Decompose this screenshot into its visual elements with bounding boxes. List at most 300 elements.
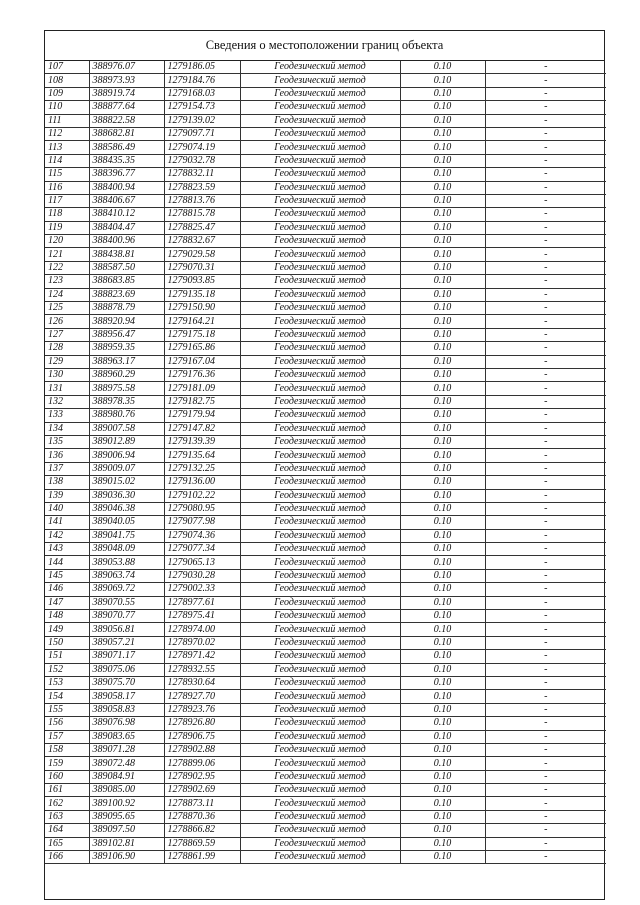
accuracy-cell: 0.10 [400,61,485,74]
x-coordinate-cell: 388400.96 [89,235,164,248]
table-row [45,168,606,181]
y-coordinate-cell: 1278866.82 [164,824,240,837]
table-row [45,114,606,127]
accuracy-cell: 0.10 [400,288,485,301]
point-number-cell: 123 [45,275,89,288]
description-cell: - [485,168,606,181]
x-coordinate-cell: 389056.81 [89,623,164,636]
description-cell: - [485,596,606,609]
table-row [45,730,606,743]
method-cell: Геодезический метод [240,355,400,368]
accuracy-cell: 0.10 [400,797,485,810]
method-cell: Геодезический метод [240,583,400,596]
description-cell: - [485,248,606,261]
point-number-cell: 122 [45,261,89,274]
method-cell: Геодезический метод [240,676,400,689]
point-number-cell: 138 [45,476,89,489]
table-row [45,596,606,609]
description-cell: - [485,422,606,435]
accuracy-cell: 0.10 [400,610,485,623]
method-cell: Геодезический метод [240,757,400,770]
accuracy-cell: 0.10 [400,114,485,127]
point-number-cell: 160 [45,770,89,783]
y-coordinate-cell: 1279176.36 [164,368,240,381]
point-number-cell: 150 [45,636,89,649]
point-number-cell: 124 [45,288,89,301]
description-cell: - [485,235,606,248]
point-number-cell: 107 [45,61,89,74]
point-number-cell: 115 [45,168,89,181]
description-cell: - [485,368,606,381]
table-row [45,690,606,703]
accuracy-cell: 0.10 [400,101,485,114]
description-cell: - [485,730,606,743]
y-coordinate-cell: 1278902.88 [164,743,240,756]
method-cell: Геодезический метод [240,502,400,515]
table-row [45,368,606,381]
point-number-cell: 134 [45,422,89,435]
description-cell: - [485,543,606,556]
x-coordinate-cell: 389102.81 [89,837,164,850]
point-number-cell: 148 [45,610,89,623]
x-coordinate-cell: 389012.89 [89,435,164,448]
method-cell: Геодезический метод [240,824,400,837]
point-number-cell: 139 [45,489,89,502]
accuracy-cell: 0.10 [400,636,485,649]
x-coordinate-cell: 388682.81 [89,127,164,140]
table-row [45,194,606,207]
description-cell: - [485,342,606,355]
point-number-cell: 154 [45,690,89,703]
x-coordinate-cell: 388919.74 [89,87,164,100]
point-number-cell: 117 [45,194,89,207]
y-coordinate-cell: 1279080.95 [164,502,240,515]
y-coordinate-cell: 1278927.70 [164,690,240,703]
document-title: Сведения о местоположении границ объекта [45,31,604,61]
y-coordinate-cell: 1279070.31 [164,261,240,274]
x-coordinate-cell: 388683.85 [89,275,164,288]
table-row [45,328,606,341]
table-row [45,650,606,663]
x-coordinate-cell: 388973.93 [89,74,164,87]
method-cell: Геодезический метод [240,623,400,636]
description-cell: - [485,717,606,730]
x-coordinate-cell: 389006.94 [89,449,164,462]
x-coordinate-cell: 388438.81 [89,248,164,261]
accuracy-cell: 0.10 [400,181,485,194]
x-coordinate-cell: 389058.17 [89,690,164,703]
point-number-cell: 146 [45,583,89,596]
x-coordinate-cell: 389053.88 [89,556,164,569]
x-coordinate-cell: 389076.98 [89,717,164,730]
y-coordinate-cell: 1279093.85 [164,275,240,288]
accuracy-cell: 0.10 [400,127,485,140]
description-cell: - [485,409,606,422]
method-cell: Геодезический метод [240,395,400,408]
method-cell: Геодезический метод [240,569,400,582]
table-row [45,382,606,395]
point-number-cell: 137 [45,462,89,475]
method-cell: Геодезический метод [240,596,400,609]
method-cell: Геодезический метод [240,342,400,355]
y-coordinate-cell: 1278869.59 [164,837,240,850]
x-coordinate-cell: 389100.92 [89,797,164,810]
x-coordinate-cell: 388404.47 [89,221,164,234]
table-row [45,810,606,823]
y-coordinate-cell: 1278930.64 [164,676,240,689]
table-row [45,516,606,529]
y-coordinate-cell: 1279139.02 [164,114,240,127]
point-number-cell: 126 [45,315,89,328]
x-coordinate-cell: 388406.67 [89,194,164,207]
accuracy-cell: 0.10 [400,583,485,596]
x-coordinate-cell: 389058.83 [89,703,164,716]
accuracy-cell: 0.10 [400,543,485,556]
x-coordinate-cell: 389097.50 [89,824,164,837]
table-row [45,127,606,140]
y-coordinate-cell: 1279029.58 [164,248,240,261]
accuracy-cell: 0.10 [400,663,485,676]
description-cell: - [485,355,606,368]
description-cell: - [485,194,606,207]
point-number-cell: 121 [45,248,89,261]
accuracy-cell: 0.10 [400,743,485,756]
x-coordinate-cell: 388822.58 [89,114,164,127]
table-row [45,770,606,783]
accuracy-cell: 0.10 [400,516,485,529]
accuracy-cell: 0.10 [400,676,485,689]
description-cell: - [485,502,606,515]
description-cell: - [485,181,606,194]
method-cell: Геодезический метод [240,114,400,127]
x-coordinate-cell: 388960.29 [89,368,164,381]
point-number-cell: 119 [45,221,89,234]
table-row [45,315,606,328]
method-cell: Геодезический метод [240,87,400,100]
method-cell: Геодезический метод [240,101,400,114]
point-number-cell: 164 [45,824,89,837]
table-row [45,543,606,556]
description-cell: - [485,556,606,569]
accuracy-cell: 0.10 [400,717,485,730]
description-cell: - [485,851,606,864]
accuracy-cell: 0.10 [400,409,485,422]
method-cell: Геодезический метод [240,543,400,556]
table-row [45,529,606,542]
y-coordinate-cell: 1279077.34 [164,543,240,556]
accuracy-cell: 0.10 [400,690,485,703]
x-coordinate-cell: 389070.77 [89,610,164,623]
table-row [45,208,606,221]
y-coordinate-cell: 1278870.36 [164,810,240,823]
description-cell: - [485,529,606,542]
description-cell: - [485,435,606,448]
x-coordinate-cell: 388586.49 [89,141,164,154]
description-cell: - [485,288,606,301]
point-number-cell: 131 [45,382,89,395]
point-number-cell: 132 [45,395,89,408]
y-coordinate-cell: 1278974.00 [164,623,240,636]
table-row [45,556,606,569]
y-coordinate-cell: 1279168.03 [164,87,240,100]
description-cell: - [485,690,606,703]
table-row [45,824,606,837]
x-coordinate-cell: 388980.76 [89,409,164,422]
method-cell: Геодезический метод [240,489,400,502]
point-number-cell: 151 [45,650,89,663]
description-cell: - [485,87,606,100]
description-cell: - [485,837,606,850]
table-row [45,409,606,422]
y-coordinate-cell: 1278823.59 [164,181,240,194]
point-number-cell: 118 [45,208,89,221]
method-cell: Геодезический метод [240,248,400,261]
description-cell: - [485,824,606,837]
x-coordinate-cell: 389015.02 [89,476,164,489]
method-cell: Геодезический метод [240,449,400,462]
description-cell: - [485,610,606,623]
y-coordinate-cell: 1278975.41 [164,610,240,623]
method-cell: Геодезический метод [240,770,400,783]
point-number-cell: 159 [45,757,89,770]
accuracy-cell: 0.10 [400,395,485,408]
table-row [45,784,606,797]
table-row [45,435,606,448]
accuracy-cell: 0.10 [400,261,485,274]
table-row [45,221,606,234]
table-row [45,502,606,515]
accuracy-cell: 0.10 [400,502,485,515]
accuracy-cell: 0.10 [400,342,485,355]
point-number-cell: 156 [45,717,89,730]
method-cell: Геодезический метод [240,784,400,797]
method-cell: Геодезический метод [240,382,400,395]
accuracy-cell: 0.10 [400,275,485,288]
method-cell: Геодезический метод [240,141,400,154]
accuracy-cell: 0.10 [400,810,485,823]
y-coordinate-cell: 1278813.76 [164,194,240,207]
point-number-cell: 142 [45,529,89,542]
accuracy-cell: 0.10 [400,650,485,663]
description-cell: - [485,154,606,167]
method-cell: Геодезический метод [240,302,400,315]
point-number-cell: 162 [45,797,89,810]
table-row [45,489,606,502]
table-row [45,623,606,636]
point-number-cell: 141 [45,516,89,529]
method-cell: Геодезический метод [240,529,400,542]
y-coordinate-cell: 1279154.73 [164,101,240,114]
y-coordinate-cell: 1279002.33 [164,583,240,596]
point-number-cell: 135 [45,435,89,448]
description-cell: - [485,221,606,234]
point-number-cell: 120 [45,235,89,248]
x-coordinate-cell: 389048.09 [89,543,164,556]
x-coordinate-cell: 388975.58 [89,382,164,395]
document-frame [44,30,605,900]
y-coordinate-cell: 1279077.98 [164,516,240,529]
accuracy-cell: 0.10 [400,368,485,381]
table-row [45,757,606,770]
accuracy-cell: 0.10 [400,489,485,502]
description-cell: - [485,449,606,462]
y-coordinate-cell: 1278873.11 [164,797,240,810]
accuracy-cell: 0.10 [400,462,485,475]
method-cell: Геодезический метод [240,127,400,140]
table-row [45,248,606,261]
y-coordinate-cell: 1279032.78 [164,154,240,167]
accuracy-cell: 0.10 [400,235,485,248]
accuracy-cell: 0.10 [400,824,485,837]
table-row [45,663,606,676]
point-number-cell: 152 [45,663,89,676]
accuracy-cell: 0.10 [400,74,485,87]
x-coordinate-cell: 389063.74 [89,569,164,582]
point-number-cell: 147 [45,596,89,609]
method-cell: Геодезический метод [240,476,400,489]
accuracy-cell: 0.10 [400,623,485,636]
method-cell: Геодезический метод [240,275,400,288]
x-coordinate-cell: 388823.69 [89,288,164,301]
x-coordinate-cell: 389106.90 [89,851,164,864]
y-coordinate-cell: 1279182.75 [164,395,240,408]
table-row [45,302,606,315]
table-row [45,636,606,649]
point-number-cell: 114 [45,154,89,167]
method-cell: Геодезический метод [240,837,400,850]
table-row [45,74,606,87]
x-coordinate-cell: 389041.75 [89,529,164,542]
table-row [45,569,606,582]
accuracy-cell: 0.10 [400,302,485,315]
y-coordinate-cell: 1279179.94 [164,409,240,422]
accuracy-cell: 0.10 [400,141,485,154]
description-cell: - [485,797,606,810]
x-coordinate-cell: 389009.07 [89,462,164,475]
accuracy-cell: 0.10 [400,596,485,609]
point-number-cell: 145 [45,569,89,582]
point-number-cell: 136 [45,449,89,462]
point-number-cell: 109 [45,87,89,100]
method-cell: Геодезический метод [240,556,400,569]
description-cell: - [485,476,606,489]
description-cell: - [485,261,606,274]
accuracy-cell: 0.10 [400,569,485,582]
description-cell: - [485,302,606,315]
description-cell: - [485,127,606,140]
y-coordinate-cell: 1279164.21 [164,315,240,328]
point-number-cell: 110 [45,101,89,114]
y-coordinate-cell: 1278906.75 [164,730,240,743]
table-row [45,395,606,408]
point-number-cell: 163 [45,810,89,823]
y-coordinate-cell: 1278970.02 [164,636,240,649]
y-coordinate-cell: 1278861.99 [164,851,240,864]
description-cell: - [485,569,606,582]
y-coordinate-cell: 1278977.61 [164,596,240,609]
accuracy-cell: 0.10 [400,194,485,207]
x-coordinate-cell: 388978.35 [89,395,164,408]
description-cell: - [485,636,606,649]
method-cell: Геодезический метод [240,235,400,248]
accuracy-cell: 0.10 [400,168,485,181]
x-coordinate-cell: 389007.58 [89,422,164,435]
x-coordinate-cell: 389083.65 [89,730,164,743]
accuracy-cell: 0.10 [400,435,485,448]
point-number-cell: 130 [45,368,89,381]
description-cell: - [485,784,606,797]
point-number-cell: 125 [45,302,89,315]
table-row [45,851,606,864]
table-row [45,476,606,489]
y-coordinate-cell: 1279150.90 [164,302,240,315]
point-number-cell: 166 [45,851,89,864]
point-number-cell: 140 [45,502,89,515]
description-cell: - [485,382,606,395]
method-cell: Геодезический метод [240,315,400,328]
table-row [45,583,606,596]
method-cell: Геодезический метод [240,810,400,823]
table-row [45,462,606,475]
table-row [45,422,606,435]
y-coordinate-cell: 1279136.00 [164,476,240,489]
method-cell: Геодезический метод [240,221,400,234]
accuracy-cell: 0.10 [400,529,485,542]
method-cell: Геодезический метод [240,154,400,167]
x-coordinate-cell: 388410.12 [89,208,164,221]
y-coordinate-cell: 1279074.36 [164,529,240,542]
coordinates-table [45,61,606,864]
x-coordinate-cell: 389070.55 [89,596,164,609]
method-cell: Геодезический метод [240,288,400,301]
point-number-cell: 133 [45,409,89,422]
y-coordinate-cell: 1278815.78 [164,208,240,221]
x-coordinate-cell: 389071.28 [89,743,164,756]
accuracy-cell: 0.10 [400,449,485,462]
accuracy-cell: 0.10 [400,556,485,569]
table-row [45,101,606,114]
method-cell: Геодезический метод [240,703,400,716]
method-cell: Геодезический метод [240,663,400,676]
y-coordinate-cell: 1279135.64 [164,449,240,462]
y-coordinate-cell: 1279184.76 [164,74,240,87]
point-number-cell: 116 [45,181,89,194]
table-row [45,797,606,810]
method-cell: Геодезический метод [240,743,400,756]
x-coordinate-cell: 388959.35 [89,342,164,355]
method-cell: Геодезический метод [240,328,400,341]
table-row [45,837,606,850]
accuracy-cell: 0.10 [400,87,485,100]
x-coordinate-cell: 389069.72 [89,583,164,596]
accuracy-cell: 0.10 [400,422,485,435]
point-number-cell: 113 [45,141,89,154]
accuracy-cell: 0.10 [400,837,485,850]
method-cell: Геодезический метод [240,650,400,663]
x-coordinate-cell: 389084.91 [89,770,164,783]
method-cell: Геодезический метод [240,409,400,422]
accuracy-cell: 0.10 [400,730,485,743]
point-number-cell: 128 [45,342,89,355]
method-cell: Геодезический метод [240,610,400,623]
point-number-cell: 149 [45,623,89,636]
y-coordinate-cell: 1279186.05 [164,61,240,74]
description-cell: - [485,114,606,127]
y-coordinate-cell: 1279165.86 [164,342,240,355]
method-cell: Геодезический метод [240,636,400,649]
method-cell: Геодезический метод [240,516,400,529]
method-cell: Геодезический метод [240,797,400,810]
